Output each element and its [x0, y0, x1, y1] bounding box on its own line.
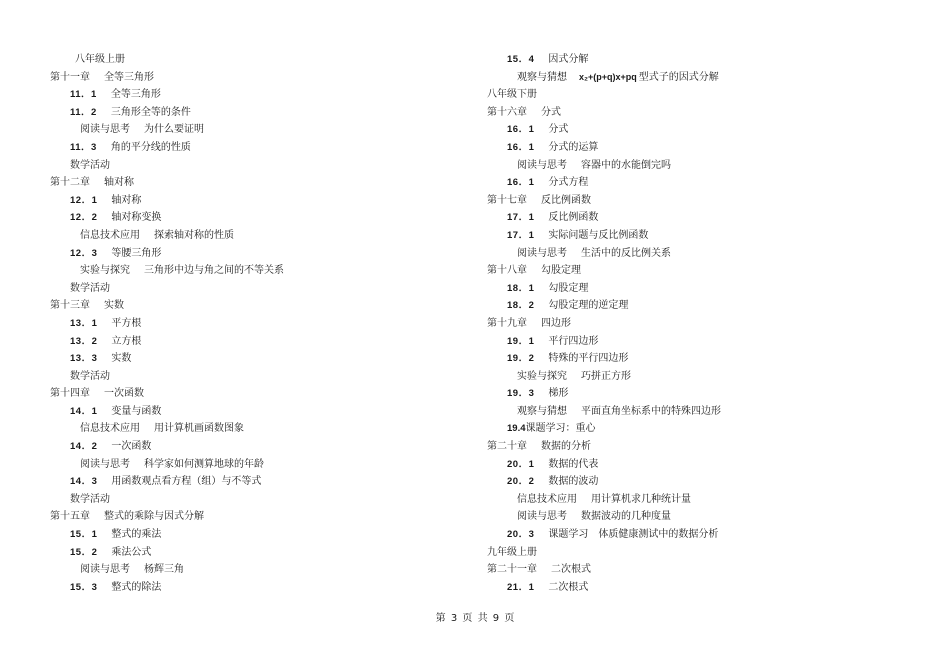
reading-title: 杨辉三角: [144, 564, 184, 576]
section-title: 特殊的平行四边形: [548, 353, 629, 365]
section-number: 16．1: [507, 124, 535, 136]
text-entry: 八年级上册: [75, 54, 125, 65]
chapter-number: 第十六章: [487, 106, 527, 118]
chapter-entry: [50, 385, 470, 403]
section-title: 数据的代表: [548, 458, 599, 470]
reading-title: 用计算机求几种统计量: [591, 493, 691, 505]
reading-label: 阅读与思考: [80, 124, 130, 136]
reading-entry: [487, 491, 907, 509]
chapter-number: 第十八章: [487, 265, 527, 277]
footer-page-unit: 页: [462, 613, 473, 624]
section-entry: [487, 456, 907, 474]
section-title: 全等三角形: [110, 89, 161, 101]
reading-label: 实验与探究: [517, 370, 567, 382]
toc-right-column: [487, 51, 907, 596]
section-number: 17．1: [507, 229, 535, 241]
section-entry: [487, 333, 907, 351]
chapter-number: 第十九章: [487, 317, 527, 329]
section-entry: [487, 385, 907, 403]
section-entry: [50, 192, 470, 210]
reading-title: 巧拼正方形: [581, 370, 631, 382]
section-entry: [50, 86, 470, 104]
section-title: 分式: [548, 124, 569, 136]
reading-entry: [487, 368, 907, 386]
section-entry: [50, 333, 470, 351]
chapter-number: 第二十一章: [487, 564, 537, 576]
chapter-title: 二次根式: [551, 564, 591, 576]
section-entry: [487, 526, 907, 544]
section-title: 等腰三角形: [111, 247, 162, 259]
chapter-entry: [487, 561, 907, 579]
section-number: 18．1: [507, 282, 535, 294]
section-number: 19．2: [507, 353, 535, 365]
reading-label: 信息技术应用: [517, 493, 577, 505]
section-number: 20．2: [507, 476, 535, 488]
section-number: 16．1: [507, 177, 535, 189]
section-number: 14．1: [70, 405, 98, 417]
reading-entry: [50, 227, 470, 245]
section-entry: [50, 209, 470, 227]
section-number: 14．3: [70, 476, 98, 488]
chapter-title: 一次函数: [104, 388, 144, 400]
section-entry: [50, 104, 470, 122]
section-entry: [487, 174, 907, 192]
section-number: 12．2: [70, 212, 98, 224]
footer-total-unit: 页: [504, 613, 515, 624]
section-title: 一次函数: [111, 441, 152, 453]
section-number: 19．3: [507, 388, 535, 400]
section-number: 18．2: [507, 300, 535, 312]
reading-label: 信息技术应用: [80, 423, 140, 435]
section-entry: [50, 245, 470, 263]
reading-label: 阅读与思考: [517, 247, 567, 259]
chapter-number: 第十四章: [50, 388, 90, 400]
section-entry: [487, 473, 907, 491]
section-number: 17．1: [507, 212, 535, 224]
text-entry: 数学活动: [70, 370, 110, 382]
reading-title: 用计算机画函数图象: [154, 423, 244, 435]
chapter-entry: [487, 438, 907, 456]
section-title: 分式的运算: [548, 141, 599, 153]
reading-label: 观察与猜想: [517, 71, 567, 83]
section-title: 立方根: [111, 335, 142, 347]
chapter-title: 数据的分析: [541, 441, 591, 453]
page-footer: [0, 609, 950, 624]
section-number: 13．2: [70, 335, 98, 347]
section-number: 16．1: [507, 141, 535, 153]
reading-entry: [487, 245, 907, 263]
section-entry: [487, 227, 907, 245]
reading-entry: [487, 69, 907, 87]
section-title: 实数: [111, 353, 132, 365]
chapter-entry: [50, 174, 470, 192]
reading-title: 数据波动的几种度量: [581, 511, 671, 523]
section-entry: [487, 297, 907, 315]
section-title: 二次根式: [548, 581, 589, 593]
toc-left-column: [50, 51, 470, 596]
section-title: 反比例函数: [548, 212, 599, 224]
reading-entry: [50, 262, 470, 280]
section-entry: [50, 403, 470, 421]
chapter-title: 勾股定理: [541, 265, 581, 277]
section-title: 梯形: [548, 388, 569, 400]
section-title: 三角形全等的条件: [110, 106, 191, 118]
section-title: 轴对称: [111, 194, 142, 206]
section-title: 分式方程: [548, 177, 589, 189]
section-title: 因式分解: [548, 54, 589, 65]
section-entry: [50, 473, 470, 491]
section-number: 11．3: [70, 141, 97, 153]
section-title: 轴对称变换: [111, 212, 162, 224]
section-number: 20．3: [507, 529, 535, 541]
section-number: 12．1: [70, 194, 98, 206]
chapter-title: 四边形: [541, 317, 571, 329]
section-entry: [50, 544, 470, 562]
section-entry: [487, 420, 907, 438]
chapter-title: 全等三角形: [104, 71, 154, 83]
section-title: 勾股定理: [548, 282, 589, 294]
section-title: 实际问题与反比例函数: [548, 229, 649, 241]
section-entry: [50, 139, 470, 157]
formula-text: x₂+(p+q)x+pq: [579, 71, 637, 82]
chapter-title: 反比例函数: [541, 194, 591, 206]
section-number: 15．3: [70, 581, 98, 593]
section-title: 乘法公式: [111, 546, 152, 558]
reading-entry: [50, 121, 470, 139]
chapter-number: 第十一章: [50, 71, 90, 83]
section-number: 19.4: [507, 423, 526, 435]
reading-label: 阅读与思考: [517, 159, 567, 171]
section-title: 整式的除法: [111, 581, 162, 593]
section-number: 15．2: [70, 546, 98, 558]
chapter-entry: [487, 315, 907, 333]
section-title: 课题学习：重心: [525, 423, 596, 435]
section-number: 12．3: [70, 247, 98, 259]
section-number: 14．2: [70, 441, 98, 453]
section-entry: [50, 579, 470, 597]
section-entry: [487, 350, 907, 368]
chapter-title: 分式: [541, 106, 561, 118]
reading-title: 型式子的因式分解: [638, 71, 719, 83]
chapter-number: 第十三章: [50, 300, 90, 312]
chapter-entry: [50, 69, 470, 87]
reading-title: 为什么要证明: [144, 124, 204, 136]
footer-total-number: 9: [492, 613, 500, 624]
section-title: 角的平分线的性质: [110, 141, 191, 153]
reading-label: 信息技术应用: [80, 229, 140, 241]
reading-title: 生活中的反比例关系: [581, 247, 671, 259]
chapter-number: 第十五章: [50, 511, 90, 523]
section-entry: [487, 280, 907, 298]
section-number: 19．1: [507, 335, 535, 347]
text-entry: 数学活动: [70, 493, 110, 505]
section-title: 勾股定理的逆定理: [548, 300, 629, 312]
section-entry: [487, 209, 907, 227]
section-entry: [487, 579, 907, 597]
reading-label: 观察与猜想: [517, 405, 567, 417]
reading-title: 平面直角坐标系中的特殊四边形: [581, 405, 721, 417]
reading-entry: [487, 403, 907, 421]
section-number: 13．3: [70, 353, 98, 365]
chapter-number: 第二十章: [487, 441, 527, 453]
text-entry: 九年级上册: [487, 546, 537, 558]
reading-label: 阅读与思考: [517, 511, 567, 523]
section-number: 21．1: [507, 581, 535, 593]
section-entry: [50, 526, 470, 544]
section-number: 11．2: [70, 106, 97, 118]
chapter-entry: [487, 192, 907, 210]
section-entry: [50, 438, 470, 456]
reading-entry: [487, 508, 907, 526]
reading-title: 容器中的水能倒完吗: [581, 159, 671, 171]
footer-total-label: 共: [477, 613, 488, 624]
reading-entry: [50, 420, 470, 438]
reading-entry: [50, 561, 470, 579]
section-title: 用函数观点看方程（组）与不等式: [111, 476, 262, 488]
section-entry: [487, 139, 907, 157]
reading-title: 科学家如何测算地球的年龄: [144, 458, 264, 470]
section-entry: [50, 350, 470, 368]
chapter-number: 第十七章: [487, 194, 527, 206]
chapter-title: 实数: [104, 300, 124, 312]
reading-label: 阅读与思考: [80, 564, 130, 576]
footer-page-number: 3: [450, 613, 458, 624]
chapter-entry: [487, 262, 907, 280]
section-title: 整式的乘法: [111, 529, 162, 541]
section-entry: [487, 51, 907, 69]
reading-title: 三角形中边与角之间的不等关系: [144, 265, 284, 277]
chapter-entry: [487, 104, 907, 122]
section-title: 平方根: [111, 317, 142, 329]
section-title: 课题学习 体质健康测试中的数据分析: [548, 529, 719, 541]
reading-title: 探索轴对称的性质: [154, 229, 234, 241]
reading-label: 阅读与思考: [80, 458, 130, 470]
section-number: 11．1: [70, 89, 97, 101]
section-title: 变量与函数: [111, 405, 162, 417]
reading-entry: [487, 157, 907, 175]
section-title: 数据的波动: [548, 476, 599, 488]
section-number: 20．1: [507, 458, 535, 470]
section-title: 平行四边形: [548, 335, 599, 347]
reading-entry: [50, 456, 470, 474]
text-entry: 数学活动: [70, 159, 110, 171]
text-entry: 八年级下册: [487, 89, 537, 101]
section-entry: [487, 121, 907, 139]
chapter-entry: [50, 508, 470, 526]
section-number: 15．1: [70, 529, 98, 541]
section-number: 13．1: [70, 317, 98, 329]
text-entry: 数学活动: [70, 282, 110, 294]
chapter-number: 第十二章: [50, 177, 90, 189]
reading-label: 实验与探究: [80, 265, 130, 277]
footer-page-label: 第: [435, 613, 446, 624]
section-entry: [50, 315, 470, 333]
chapter-entry: [50, 297, 470, 315]
chapter-title: 整式的乘除与因式分解: [104, 511, 204, 523]
section-number: 15．4: [507, 54, 535, 65]
chapter-title: 轴对称: [104, 177, 134, 189]
